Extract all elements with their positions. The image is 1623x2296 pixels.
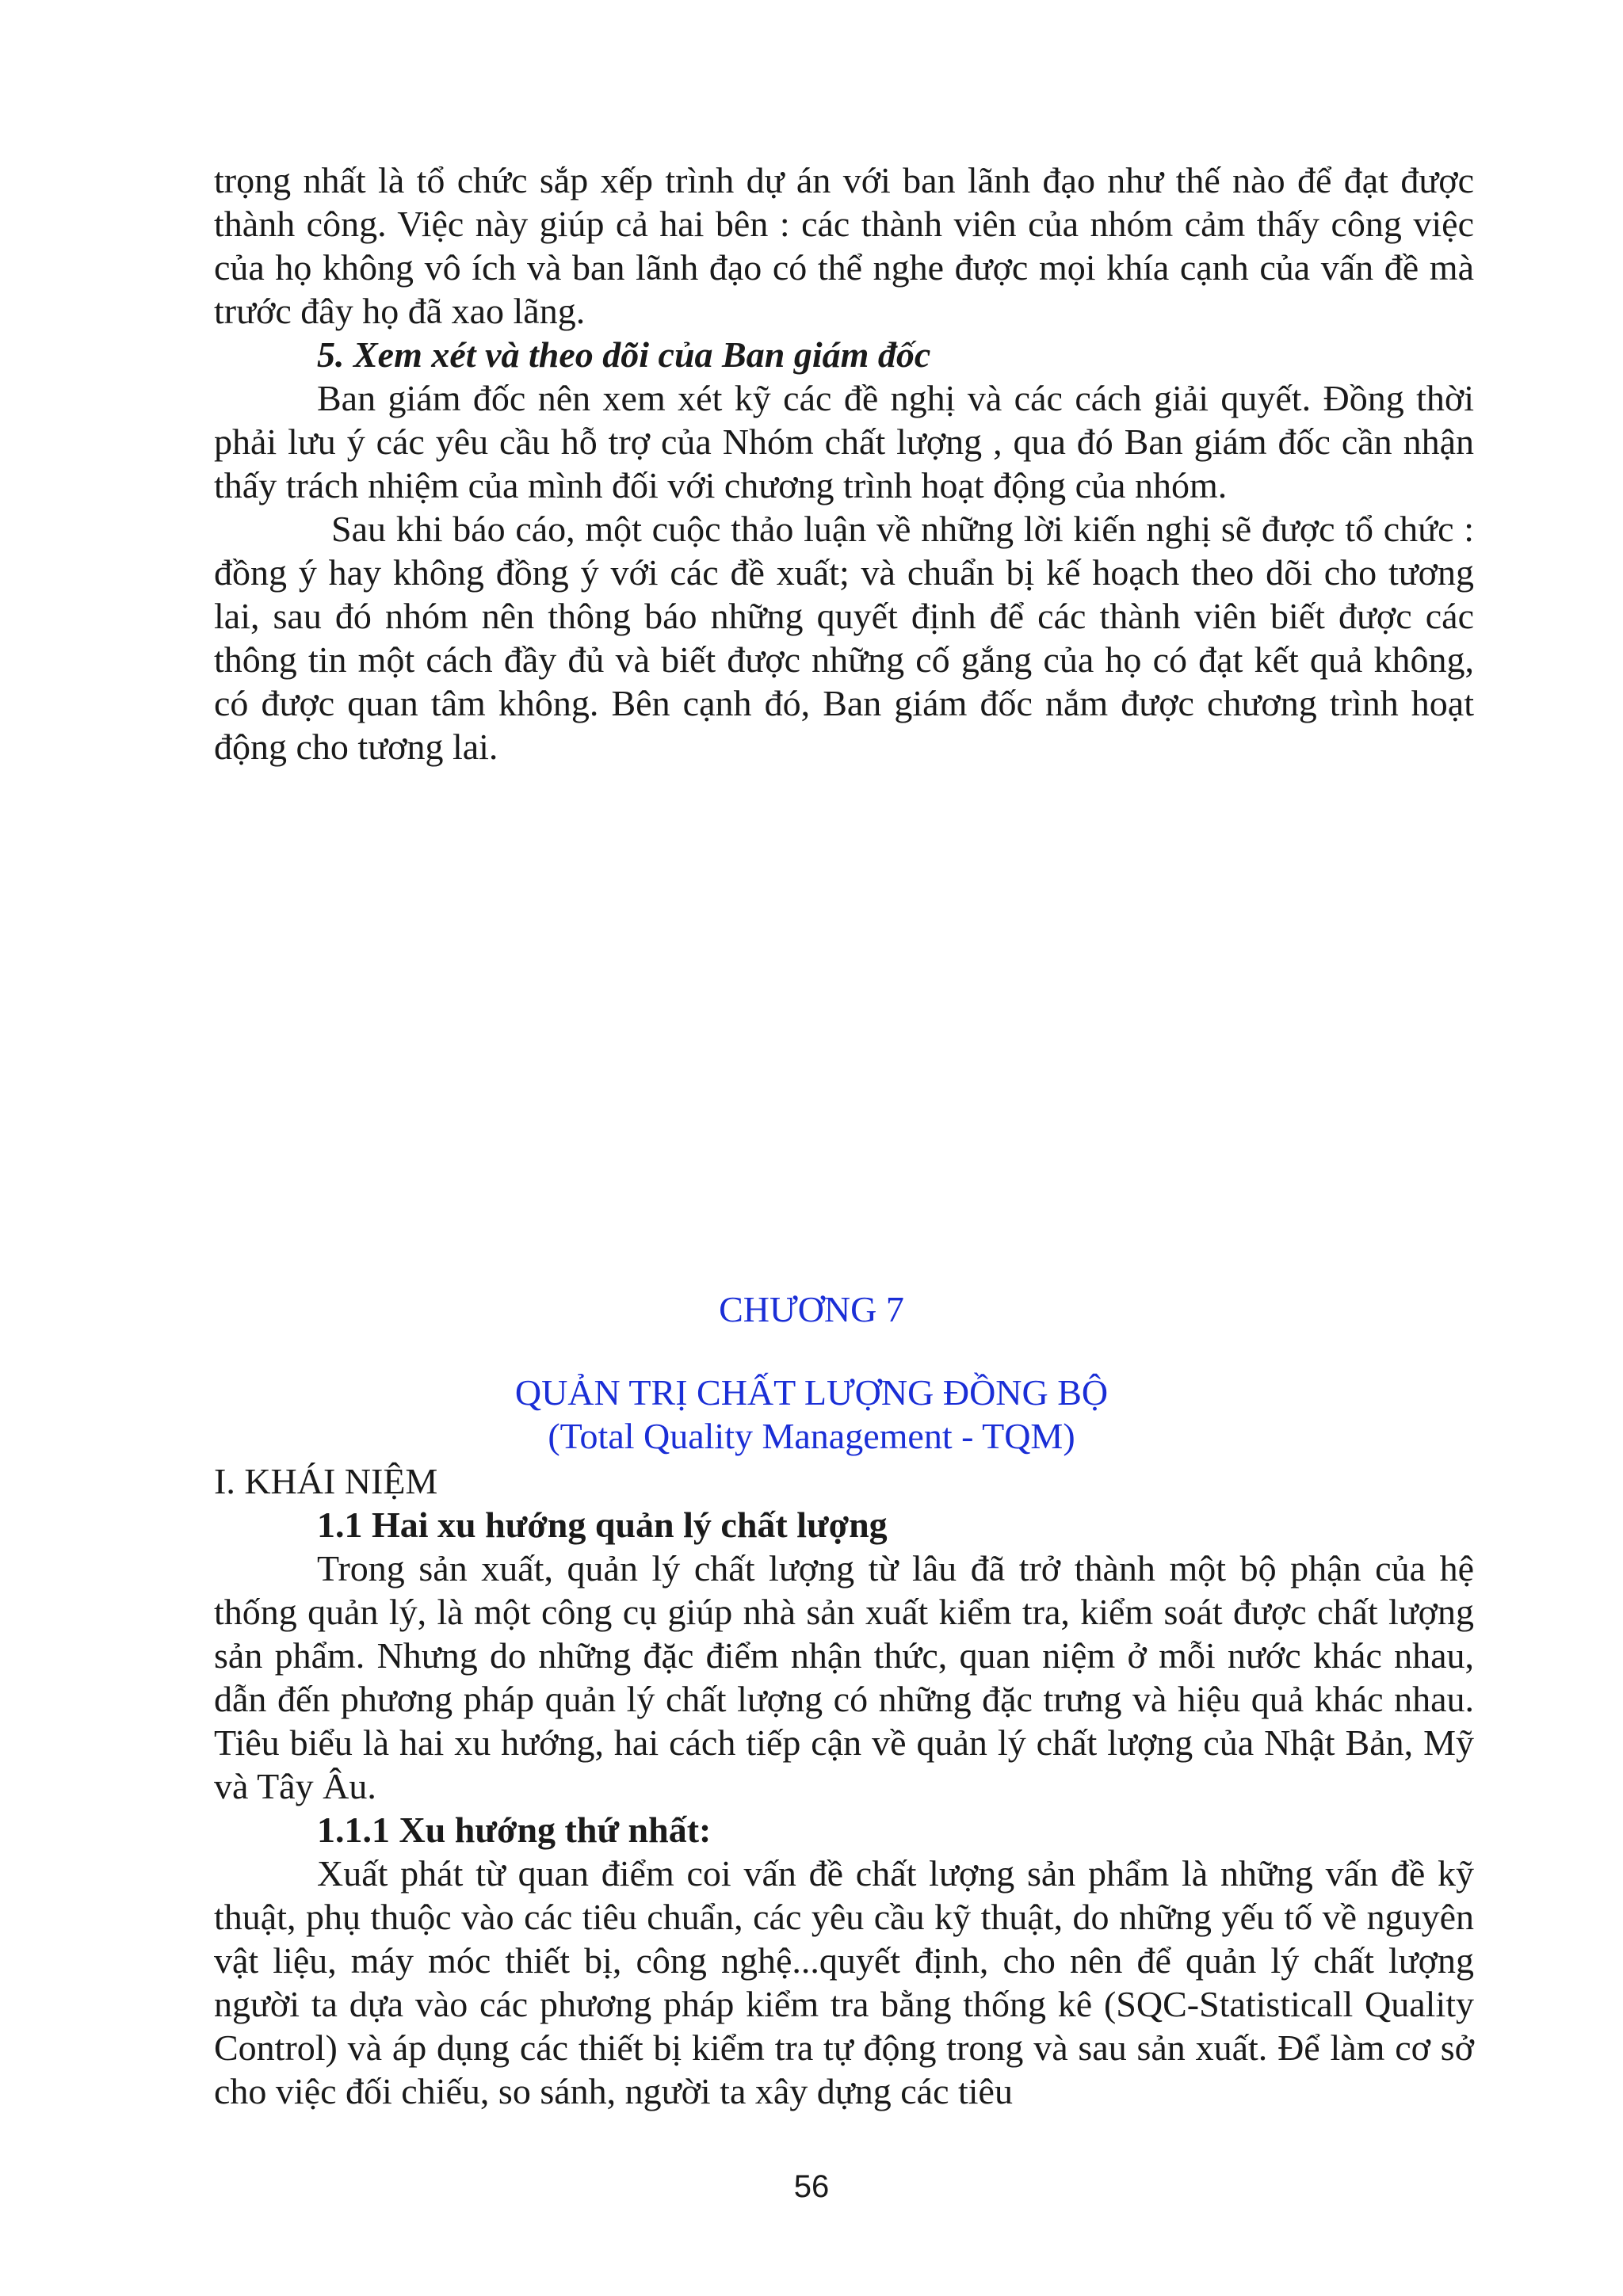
chapter-number: CHƯƠNG 7 [719,1289,904,1329]
section-heading-i: I. KHÁI NIỆM [214,1461,438,1501]
page-number: 56 [793,2169,830,2204]
section-heading-1-1-1: 1.1.1 Xu hướng thứ nhất: [317,1810,712,1850]
after-report-paragraph: Sau khi báo cáo, một cuộc thảo luận về những lời kiến nghị sẽ được tổ chức : đồng ý hay không đồng ý với các đề xuất; và chuẩn bị kế hoạch theo dõi cho tương lai, sau đó nhóm nên thông báo những quyết định để các thành viên biết được các thông tin một cách đầy đủ và biết được những cố gắng của họ có đạt kết quả không, có được quan tâm không. Bên cạnh đó, Ban giám đốc nắm được chương trình hoạt động cho tương lai. [214,509,1474,767]
chapter-subtitle: (Total Quality Management - TQM) [548,1416,1075,1456]
lower-text-section [214,1459,1474,2113]
section-heading-5: 5. Xem xét và theo dõi của Ban giám đốc [317,334,931,375]
continued-paragraph: trọng nhất là tổ chức sắp xếp trình dự án với ban lãnh đạo như thế nào để đạt được thành công. Việc này giúp cả hai bên : các thành viên của nhóm cảm thấy công việc của họ không vô ích và ban lãnh đạo có thể nghe được mọi khía cạnh của vấn đề mà trước đây họ đã xao lãng. [214,160,1474,331]
chapter-title: QUẢN TRỊ CHẤT LƯỢNG ĐỒNG BỘ [514,1372,1109,1413]
section-heading-1-1: 1.1 Hai xu hướng quản lý chất lượng [317,1505,888,1545]
board-review-paragraph: Ban giám đốc nên xem xét kỹ các đề nghị và các cách giải quyết. Đồng thời phải lưu ý các yêu cầu hỗ trợ của Nhóm chất lượng , qua đó Ban giám đốc cần nhận thấy trách nhiệm của mình đối với chương trình hoạt động của nhóm. [214,378,1474,505]
upper-text-section [214,158,1474,769]
paragraph-1-1: Trong sản xuất, quản lý chất lượng từ lâu đã trở thành một bộ phận của hệ thống quản lý, là một công cụ giúp nhà sản xuất kiểm tra, kiểm soát được chất lượng sản phẩm. Nhưng do những đặc điểm nhận thức, quan niệm ở mỗi nước khác nhau, dẫn đến phương pháp quản lý chất lượng có những đặc trưng và hiệu quả khác nhau. Tiêu biểu là hai xu hướng, hai cách tiếp cận về quản lý chất lượng của Nhật Bản, Mỹ và Tây Âu. [214,1548,1474,1806]
paragraph-1-1-1: Xuất phát từ quan điểm coi vấn đề chất lượng sản phẩm là những vấn đề kỹ thuật, phụ thuộc vào các tiêu chuẩn, các yêu cầu kỹ thuật, do những yếu tố về nguyên vật liệu, máy móc thiết bị, công nghệ...quyết định, cho nên để quản lý chất lượng người ta dựa vào các phương pháp kiểm tra bằng thống kê (SQC-Statisticall Quality Control) và áp dụng các thiết bị kiểm tra tự động trong và sau sản xuất. Để làm cơ sở cho việc đối chiếu, so sánh, người ta xây dựng các tiêu [214,1853,1474,2111]
